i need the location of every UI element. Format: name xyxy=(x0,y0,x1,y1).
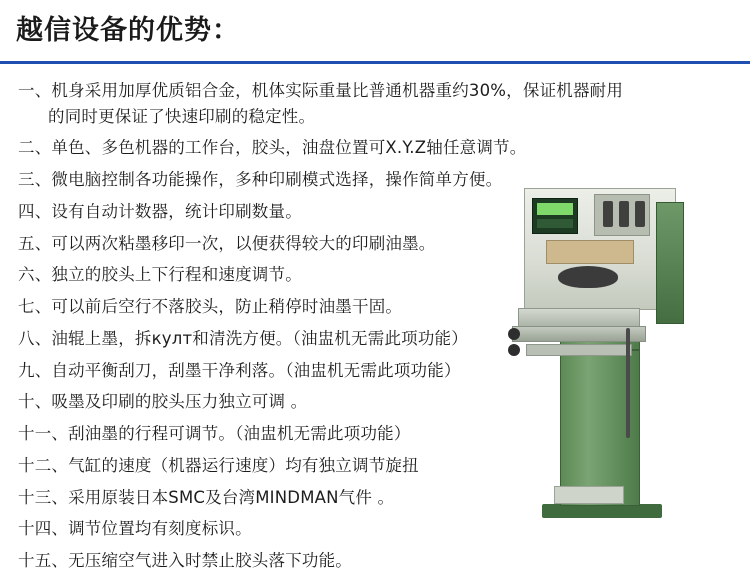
list-item-text: 设有自动计数器，统计印刷数量。 xyxy=(51,201,302,221)
list-item-text: 可以两次粘墨移印一次，以便获得较大的印刷油墨。 xyxy=(51,233,436,253)
list-item-marker: 六、 xyxy=(18,265,52,285)
adjust-knob xyxy=(508,328,520,340)
list-item-text: 刮油墨的行程可调节。（油盅机无需此项功能） xyxy=(68,424,411,444)
list-item-marker: 十五、 xyxy=(18,551,69,571)
work-table-upper xyxy=(518,308,640,328)
page-title: 越信设备的优势： xyxy=(16,14,240,46)
list-item-marker: 二、 xyxy=(18,138,52,158)
machine-photo xyxy=(506,178,734,518)
list-item-text: 采用原装日本SMC及台湾MINDMAN气件 。 xyxy=(68,487,395,507)
toggle-switch xyxy=(635,201,645,227)
list-item-text: 无压缩空气进入时禁止胶头落下功能。 xyxy=(68,551,353,571)
toggle-switch xyxy=(603,201,613,227)
list-item-text: 机身采用加厚优质铝合金，机体实际重量比普通机器重约30%，保证机器耐用 xyxy=(51,81,624,100)
list-item-text: 单色、多色机器的工作台，胶头，油盘位置可X.Y.Z轴任意调节。 xyxy=(51,138,527,158)
list-item-marker: 三、 xyxy=(18,170,52,190)
list-item-text: 调节位置均有刻度标识。 xyxy=(68,519,252,539)
list-item xyxy=(18,516,734,542)
panel-display xyxy=(537,203,573,215)
list-item-marker: 十三、 xyxy=(18,487,69,507)
toggle-switch xyxy=(619,201,629,227)
list-item-marker: 四、 xyxy=(18,201,52,221)
list-item xyxy=(18,78,734,129)
list-item-marker: 十一、 xyxy=(18,424,69,444)
list-item xyxy=(18,548,734,574)
machine-base xyxy=(542,504,662,518)
ink-tray xyxy=(526,344,632,356)
list-item-text: 自动平衡刮刀，刮墨干净利落。（油盅机无需此项功能） xyxy=(51,360,461,380)
list-item xyxy=(18,135,734,161)
list-item-text: 可以前后空行不落胶头，防止稍停时油墨干固。 xyxy=(51,297,403,317)
power-cable xyxy=(626,328,630,438)
list-item-marker: 五、 xyxy=(18,233,52,253)
list-item-marker: 十二、 xyxy=(18,455,69,475)
foot-pedal xyxy=(554,486,624,504)
machine-side-plate xyxy=(656,202,684,324)
adjust-knob xyxy=(508,344,520,356)
print-head xyxy=(546,240,634,264)
list-item-marker: 七、 xyxy=(18,297,52,317)
list-item-text: 气缸的速度（机器运行速度）均有独立调节旋扭 xyxy=(68,455,419,475)
list-item-text: 微电脑控制各功能操作，多种印刷模式选择，操作简单方便。 xyxy=(51,170,503,190)
list-item-text-continued: 的同时更保证了快速印刷的稳定性。 xyxy=(48,106,316,126)
control-panel xyxy=(532,198,578,234)
list-item-marker: 一、 xyxy=(18,81,52,100)
list-item-marker: 十四、 xyxy=(18,519,69,539)
list-item-text: 独立的胶头上下行程和速度调节。 xyxy=(51,265,302,285)
rubber-pad xyxy=(558,266,618,288)
list-item-marker: 十、 xyxy=(18,392,52,412)
switch-box xyxy=(594,194,650,236)
list-item-marker: 八、 xyxy=(18,328,52,348)
list-item-marker: 九、 xyxy=(18,360,52,380)
list-item-text: 油辊上墨，拆култ和清洗方便。（油盅机无需此项功能） xyxy=(51,328,468,348)
panel-buttons xyxy=(537,219,573,228)
list-item-text: 吸墨及印刷的胶头压力独立可调 。 xyxy=(51,392,308,412)
page-header xyxy=(0,0,750,64)
